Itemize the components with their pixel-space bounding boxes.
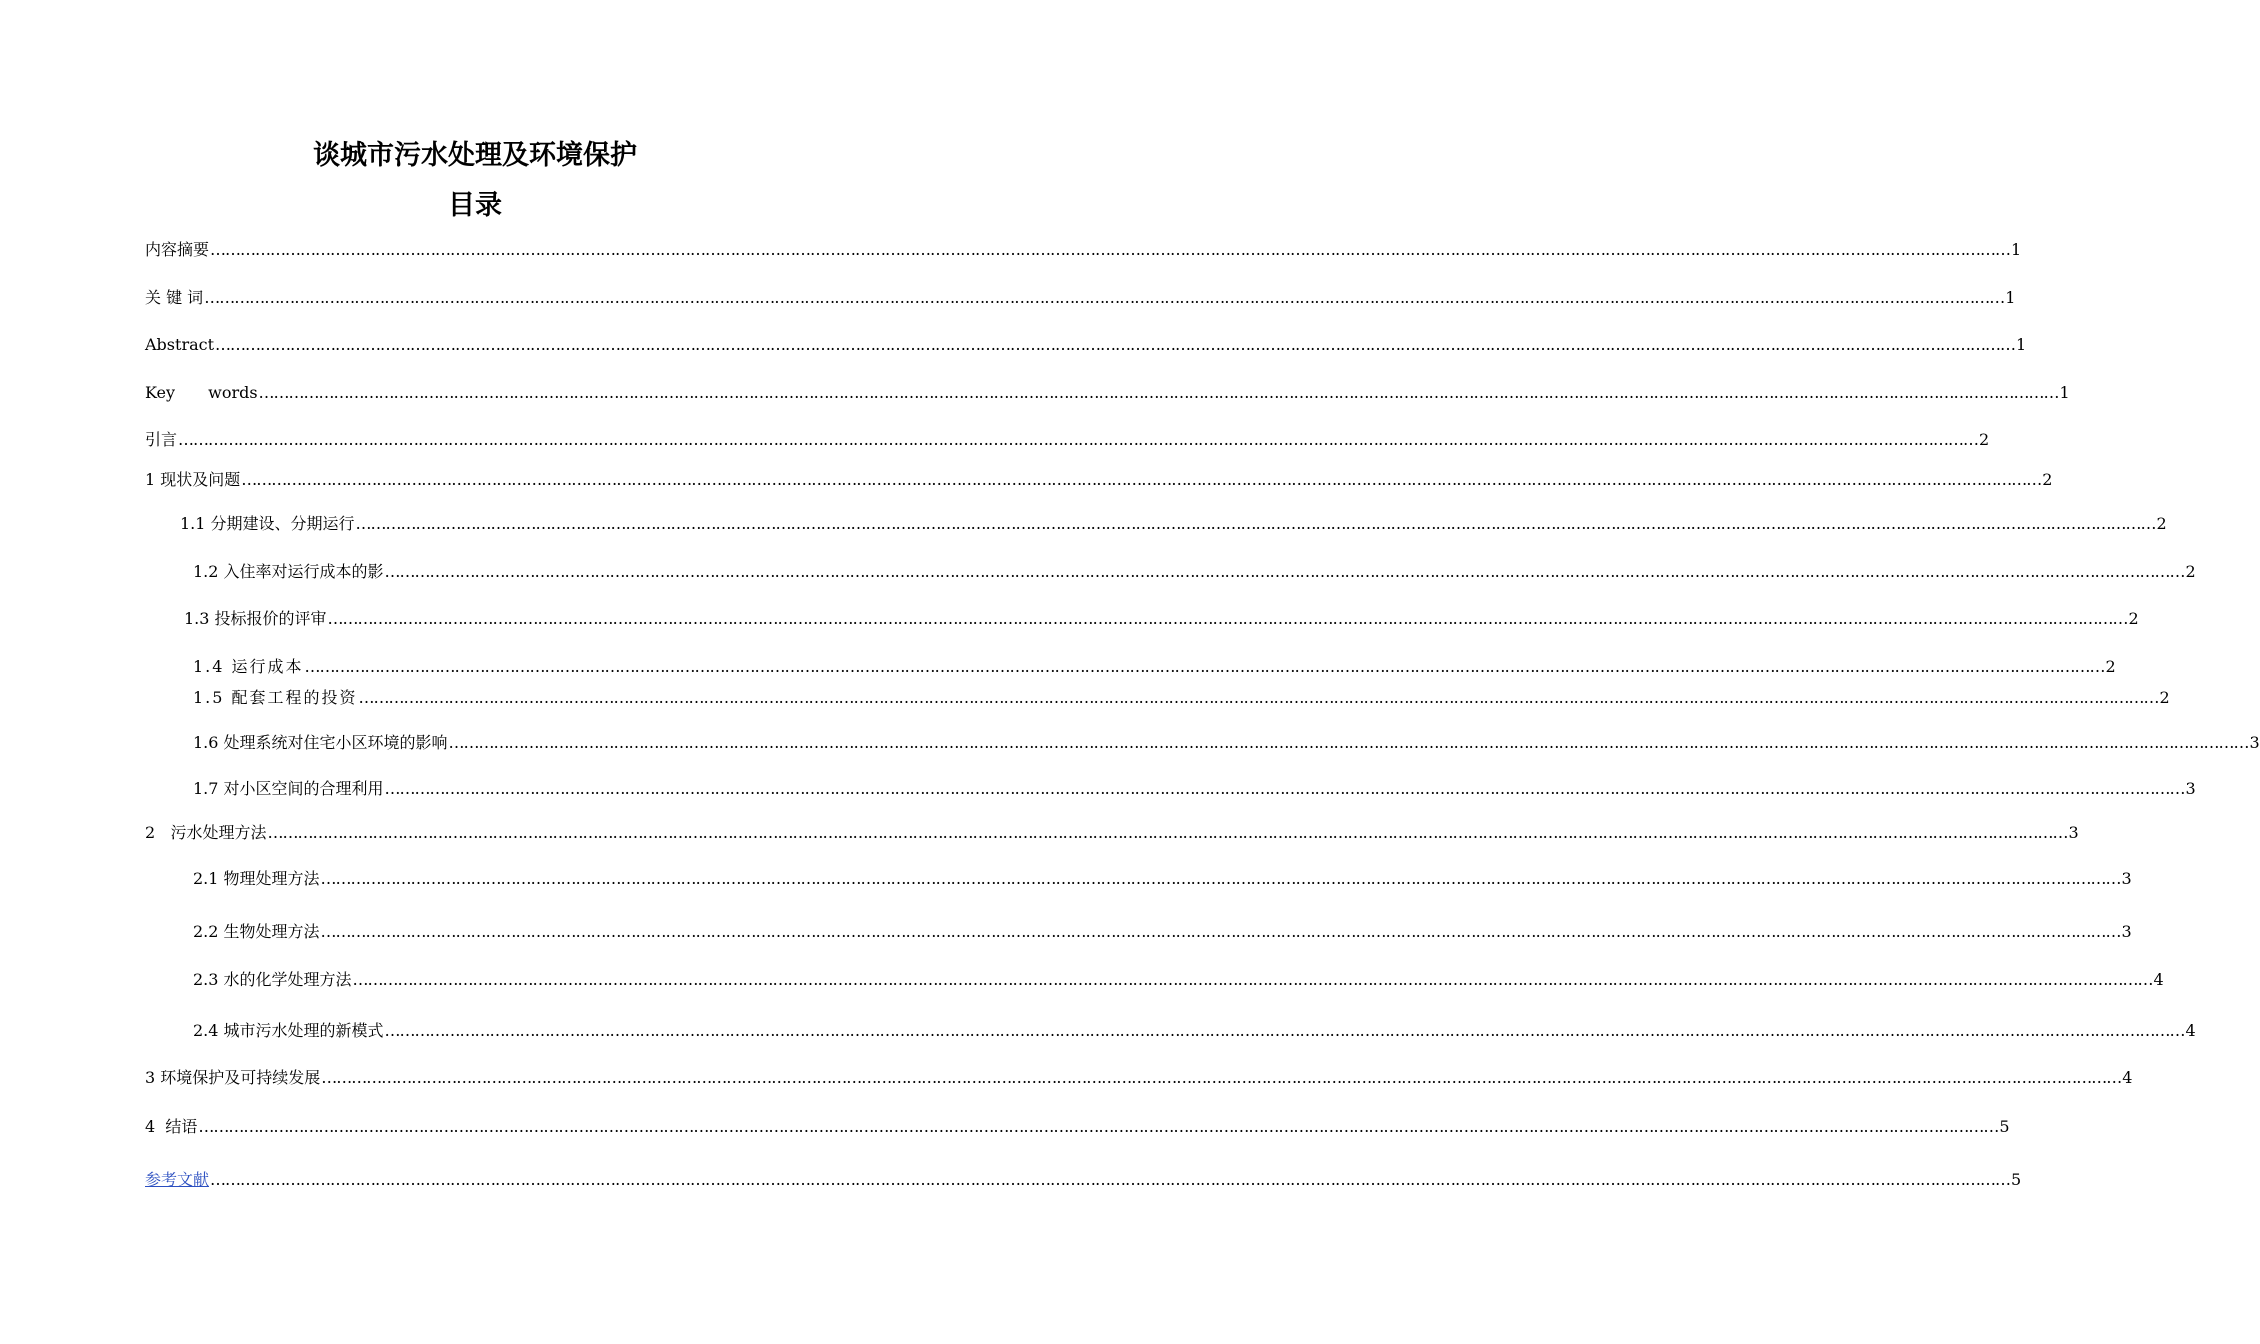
toc-label: 内容摘要: [145, 240, 210, 259]
toc-page-number: 1: [2005, 288, 2016, 307]
toc-leader: ………………………………………………………………………………………………………………………………………………………………………………………………………………………………………………………………………………………………………………………………: [215, 335, 2016, 354]
toc-page-number: 4: [2122, 1068, 2133, 1087]
toc-entry-section-2-1[interactable]: [193, 863, 2132, 889]
toc-label: 2.4 城市污水处理的新模式: [193, 1021, 384, 1040]
toc-entry-section-3[interactable]: [145, 1062, 2133, 1088]
toc-entry-section-2-4[interactable]: [193, 1015, 2196, 1041]
toc-entry-introduction[interactable]: [145, 424, 1990, 450]
toc-page-number: 3: [2121, 922, 2132, 941]
toc-page-number: 3: [2185, 779, 2196, 798]
toc-leader: ………………………………………………………………………………………………………………………………………………………………………………………………………………………………………………………………………………………………………………………………: [304, 657, 2105, 676]
toc-leader: ………………………………………………………………………………………………………………………………………………………………………………………………………………………………………………………………………………………………………………………………: [210, 1170, 2011, 1189]
toc-leader: ………………………………………………………………………………………………………………………………………………………………………………………………………………………………………………………………………………………………………………………………: [384, 1021, 2185, 1040]
toc-page-number: 3: [2121, 869, 2132, 888]
toc-leader: ………………………………………………………………………………………………………………………………………………………………………………………………………………………………………………………………………………………………………………………………: [241, 470, 2042, 489]
toc-entry-section-1-2[interactable]: [193, 556, 2196, 582]
toc-leader: ………………………………………………………………………………………………………………………………………………………………………………………………………………………………………………………………………………………………………………………………: [327, 609, 2128, 628]
toc-entry-keywords-en[interactable]: [145, 377, 2070, 403]
toc-page-number: 2: [2128, 609, 2139, 628]
toc-page-number: 3: [2249, 733, 2260, 752]
toc-page-number: 4: [2185, 1021, 2196, 1040]
toc-label: Abstract: [145, 335, 215, 354]
toc-label: 1.6 处理系统对住宅小区环境的影响: [193, 733, 448, 752]
toc-label: 4 结语: [145, 1117, 198, 1136]
toc-page-number: 2: [1979, 430, 1990, 449]
toc-label: 1.3 投标报价的评审: [184, 609, 327, 628]
toc-leader: ………………………………………………………………………………………………………………………………………………………………………………………………………………………………………………………………………………………………………………………………: [204, 288, 2005, 307]
toc-page-number: 2: [2156, 514, 2167, 533]
toc-entry-abstract-cn[interactable]: [145, 234, 2022, 260]
toc-leader: ………………………………………………………………………………………………………………………………………………………………………………………………………………………………………………………………………………………………………………………………: [321, 1068, 2122, 1087]
toc-leader: ………………………………………………………………………………………………………………………………………………………………………………………………………………………………………………………………………………………………………………………………: [267, 823, 2068, 842]
references-link[interactable]: 参考文献: [145, 1170, 210, 1189]
toc-page-number: 3: [2068, 823, 2079, 842]
toc-leader: ………………………………………………………………………………………………………………………………………………………………………………………………………………………………………………………………………………………………………………………………: [384, 562, 2185, 581]
toc-leader: ………………………………………………………………………………………………………………………………………………………………………………………………………………………………………………………………………………………………………………………………: [352, 970, 2153, 989]
toc-entry-section-1-1[interactable]: [180, 508, 2167, 534]
toc-label: 2.2 生物处理方法: [193, 922, 320, 941]
toc-entry-section-4[interactable]: [145, 1111, 2010, 1137]
toc-entry-section-1[interactable]: [145, 464, 2053, 490]
toc-entry-section-2-3[interactable]: [193, 964, 2164, 990]
toc-page-number: 2: [2042, 470, 2053, 489]
toc-leader: ………………………………………………………………………………………………………………………………………………………………………………………………………………………………………………………………………………………………………………………………: [198, 1117, 1999, 1136]
toc-page-number: 2: [2185, 562, 2196, 581]
toc-entry-section-1-3[interactable]: [184, 603, 2139, 629]
toc-heading: 目录: [448, 190, 502, 221]
toc-page-number: 1: [2016, 335, 2027, 354]
toc-label: 2.3 水的化学处理方法: [193, 970, 352, 989]
toc-label: 2 污水处理方法: [145, 823, 267, 842]
toc-entry-abstract-en[interactable]: [145, 329, 2027, 355]
toc-page-number: 5: [1999, 1117, 2010, 1136]
toc-label: 3 环境保护及可持续发展: [145, 1068, 321, 1087]
toc-label: 1 现状及问题: [145, 470, 241, 489]
toc-label: 引言: [145, 430, 178, 449]
toc-entry-section-1-4[interactable]: [193, 651, 2116, 677]
toc-leader: ………………………………………………………………………………………………………………………………………………………………………………………………………………………………………………………………………………………………………………………………: [358, 688, 2159, 707]
toc-entry-references[interactable]: [145, 1164, 2022, 1190]
toc-leader: ………………………………………………………………………………………………………………………………………………………………………………………………………………………………………………………………………………………………………………………………: [448, 733, 2249, 752]
toc-entry-section-2[interactable]: [145, 817, 2079, 843]
toc-leader: ………………………………………………………………………………………………………………………………………………………………………………………………………………………………………………………………………………………………………………………………: [258, 383, 2059, 402]
toc-label: 1.2 入住率对运行成本的影: [193, 562, 384, 581]
toc-label: 关 键 词: [145, 288, 204, 307]
toc-leader: ………………………………………………………………………………………………………………………………………………………………………………………………………………………………………………………………………………………………………………………………: [178, 430, 1979, 449]
toc-entry-section-1-7[interactable]: [193, 773, 2196, 799]
toc-page-number: 4: [2153, 970, 2164, 989]
toc-label: 2.1 物理处理方法: [193, 869, 320, 888]
toc-entry-keywords-cn[interactable]: [145, 282, 2016, 308]
toc-entry-section-2-2[interactable]: [193, 916, 2132, 942]
document-title: 谈城市污水处理及环境保护: [313, 140, 637, 171]
toc-label: 1.4 运行成本: [193, 657, 304, 676]
toc-entry-section-1-5[interactable]: [193, 682, 2170, 708]
toc-label: 1.5 配套工程的投资: [193, 688, 358, 707]
toc-entry-section-1-6[interactable]: [193, 727, 2260, 753]
toc-page-number: 5: [2011, 1170, 2022, 1189]
toc-label: 1.7 对小区空间的合理利用: [193, 779, 384, 798]
toc-page-number: 2: [2105, 657, 2116, 676]
toc-leader: ………………………………………………………………………………………………………………………………………………………………………………………………………………………………………………………………………………………………………………………………: [210, 240, 2011, 259]
toc-leader: ………………………………………………………………………………………………………………………………………………………………………………………………………………………………………………………………………………………………………………………………: [355, 514, 2156, 533]
toc-page-number: 2: [2159, 688, 2170, 707]
toc-label: Key words: [145, 383, 258, 402]
toc-leader: ………………………………………………………………………………………………………………………………………………………………………………………………………………………………………………………………………………………………………………………………: [320, 869, 2121, 888]
toc-leader: ………………………………………………………………………………………………………………………………………………………………………………………………………………………………………………………………………………………………………………………………: [320, 922, 2121, 941]
toc-leader: ………………………………………………………………………………………………………………………………………………………………………………………………………………………………………………………………………………………………………………………………: [384, 779, 2185, 798]
toc-label: 1.1 分期建设、分期运行: [180, 514, 355, 533]
toc-page-number: 1: [2059, 383, 2070, 402]
toc-page-number: 1: [2011, 240, 2022, 259]
